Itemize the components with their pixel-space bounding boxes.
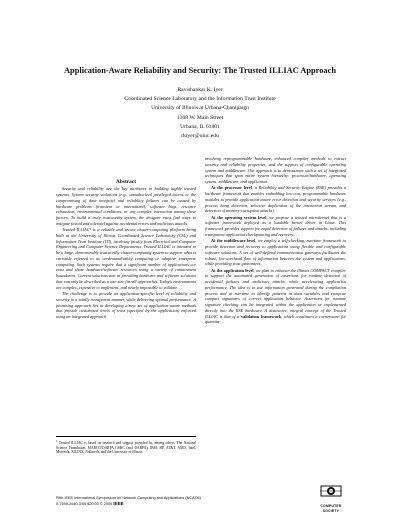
author-city: Urbana, IL 61801 <box>180 123 220 130</box>
processor-level-lead: At the processor level <box>211 185 252 191</box>
os-level-paragraph <box>205 215 346 238</box>
abstract-paragraph: involving reprogrammable hardware, enhanced compiler methods to extract security and reliability properties, and the support of configurable operating system and middleware. Our approach is to demonstrate such a set of integrated techniques that span entire system hierarchy: processor/hardware, operating system, middleware, and application. <box>205 156 346 184</box>
middleware-level-paragraph <box>205 238 346 267</box>
computer-society-logo <box>313 483 349 514</box>
ieee-logo: IEEE <box>113 501 124 506</box>
application-level-paragraph <box>205 268 346 326</box>
application-level-text: , we plan to enhance the Illinois COMPACT compiler to support the automated generation of assertions for runtime detection of accidental failures and malicious attacks, while accelerating application performance. The idea is to use information generated during the compilation process and at run-time to identify patterns in data variables and compose compact signatures of correct application behavior. Assertions for runtime signature checking can be integrated within the application or implemented directly into the RSE hardware. A distinctive, integral concept of the Trusted ILLIAC is that of a <box>205 267 346 319</box>
footnote-mark: 1 <box>56 439 58 443</box>
author-affiliation: Coordinated Science Laboratory and the Information Trust Institute <box>124 96 276 103</box>
processor-level-paragraph <box>205 185 346 214</box>
paper-title: Application-Aware Reliability and Security: The Trusted ILLIAC Approach <box>64 66 336 75</box>
os-level-text: , we propose a trusted microkernel that is a software framework deployed as a loadable kernel driver in Linux. This framework provides support for rapid detection of failures and attacks, including transparent application checkpointing and recovery. <box>205 214 347 237</box>
application-level-lead: At the application level <box>211 267 254 273</box>
validation-framework-term: validation framework <box>240 313 282 319</box>
os-level-lead: At the operating system level <box>211 214 267 220</box>
right-column <box>205 156 346 325</box>
processor-level-text: , a Reliability and Security Engine (RSE) provides a hardware framework that enables embedding low-cost, programmable hardware modules to provide application-aware error detection and security services (e.g., process hang detection, selective duplication of the instruction stream, and detection of memory-corruption attacks). <box>205 185 346 214</box>
page-footer <box>56 496 201 507</box>
author-block <box>0 86 400 141</box>
footer-conference: Fifth IEEE International Symposium on Network Computing and Applications (NCA'06) <box>56 496 201 500</box>
author-email: rkiyer@uiuc.edu <box>181 133 219 140</box>
abstract-paragraph: Security and reliability are the key attributes in building highly trusted systems. System security violations (e.g., unauthorized privileged access or the compromising of data integrity) and reliability failures can be caused by hardware problems (transient or intermittent), software bugs, resource exhaustion, environmental conditions, or any complex interaction among these factors. To build a truly trustworthy system, the designer must find ways to mitigate (avoid and tolerate) against accidental errors and malicious attacks. <box>56 186 196 226</box>
logo-label-line1: COMPUTER <box>320 504 342 508</box>
abstract-heading: Abstract <box>115 179 137 185</box>
abstract-paragraph: Trusted ILLIAC¹ is a reliable and secure cluster-computing platform being built at the University of Illinois Coordinated Science Laboratory (CSL) and Information Trust Institute (ITI), involving faculty from Electrical and Computer Engineering and Computer Science Departments. Trusted ILLIAC is intended to be a large, demonstrably trustworthy cluster-computing system to support what is variously referred to as on-demand/utility computing or adaptive enterprise computing. Such systems require that a significant number of applications co-exist and share hardware/software resources using a variety of containment boundaries. Current solutions aim at providing hardware and software solutions that can only be described as a one-size-fits-all approaches. Today's environments are complex, expensive to implement, and nearly impossible to validate. <box>56 227 196 290</box>
left-column <box>56 180 196 320</box>
footer-isbn: 0-7695-2640-3/06 $20.00 © 2006 <box>56 502 113 506</box>
abstract-paragraph: The challenge is to provide an application-specific level of reliability and security in a totally transparent manner, while delivering optimal performance. A promising approach lies in developing a new set of application-aware methods that provide customized levels of trust (specified by the application) enforced using an integrated approach <box>56 291 196 320</box>
footer-copyright-line <box>56 501 201 507</box>
author-name: Ravishankar K. Iyer <box>177 87 223 93</box>
footnote <box>56 436 196 455</box>
middleware-level-text: , we employ a self-checking, run-time framework to provide detection and recovery to applications using flexible and configurable software solutions. A set of well-defined communication gateways facilitates the robust, low-overhead flow of information between the system and applications, while providing trust guarantees. <box>205 238 346 267</box>
computer-society-logo-icon <box>320 483 342 499</box>
application-level-tail: , which constitutes a cornerstone for quantita- <box>205 313 346 325</box>
logo-label-line2: SOCIETY <box>322 508 340 513</box>
author-university: University of Illinois at Urbana-Champaign <box>151 105 249 112</box>
middleware-level-lead: At the middleware level <box>211 238 256 244</box>
author-street: 1308 W. Main Street <box>176 114 224 121</box>
footnote-text: Trusted ILLIAC is based on research and support provided by, among others, The National Science Foundation, MARCO/DARPA GSRC (and DARPA), IBM, HP, AT&T, AMD, Intel, Motorola, XILINX, Nallatech, and the University of Illinois. <box>56 441 196 455</box>
